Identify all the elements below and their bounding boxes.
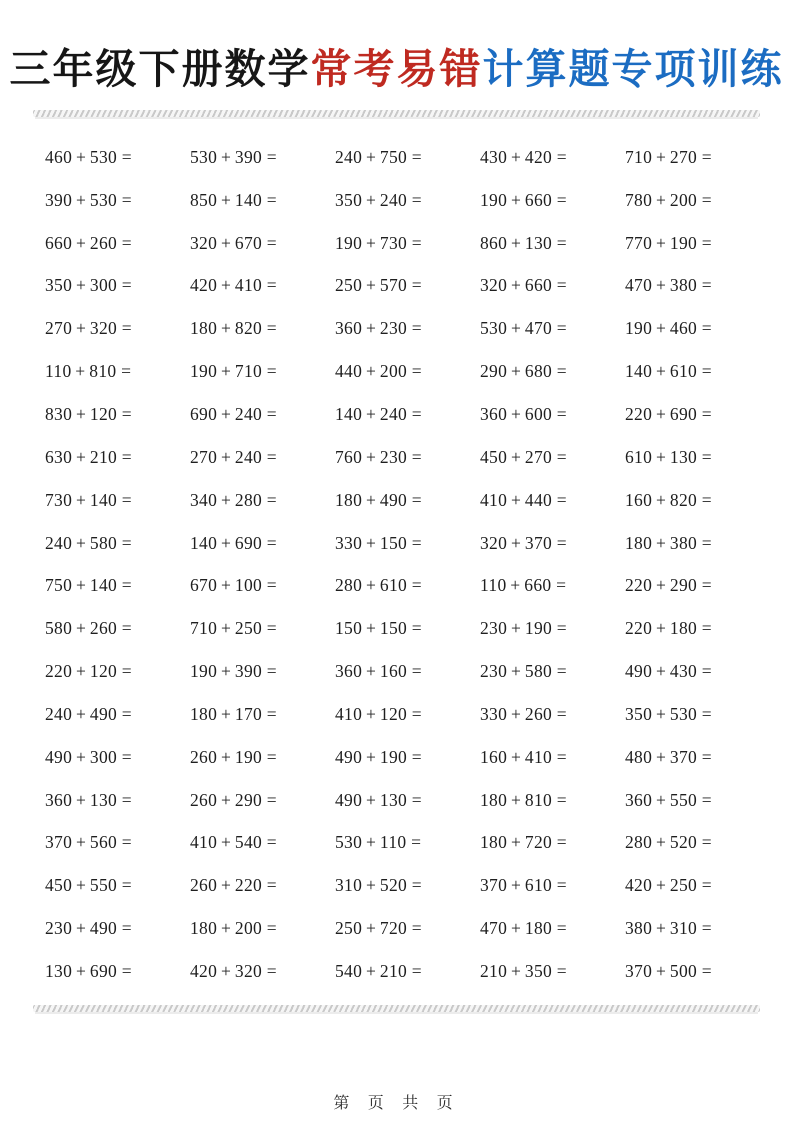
title-segment-black: 三年级下册数学	[9, 46, 311, 92]
problem-expression: 110 + 810 =	[45, 361, 132, 382]
problem-expression: 690 + 240 =	[190, 403, 277, 424]
problem-expression: 280 + 520 =	[625, 832, 712, 853]
problem-expression: 450 + 270 =	[480, 446, 567, 467]
problem-expression: 670 + 100 =	[190, 575, 277, 596]
problem-expression: 490 + 430 =	[625, 661, 712, 682]
problem-expression: 330 + 150 =	[335, 532, 422, 553]
problem-expression: 490 + 130 =	[335, 789, 422, 810]
problem-expression: 180 + 720 =	[480, 832, 567, 853]
problem-expression: 530 + 470 =	[480, 318, 567, 339]
problem-expression: 190 + 390 =	[190, 661, 277, 682]
problem-expression: 240 + 580 =	[45, 532, 132, 553]
problem-expression: 630 + 210 =	[45, 446, 132, 467]
problem-expression: 320 + 370 =	[480, 532, 567, 553]
problem-expression: 540 + 210 =	[335, 960, 422, 981]
problem-expression: 370 + 610 =	[480, 875, 567, 896]
problem-expression: 360 + 600 =	[480, 403, 567, 424]
problem-expression: 760 + 230 =	[335, 446, 422, 467]
problem-expression: 140 + 690 =	[190, 532, 277, 553]
problem-expression: 140 + 240 =	[335, 403, 422, 424]
problem-expression: 320 + 660 =	[480, 275, 567, 296]
problem-expression: 470 + 380 =	[625, 275, 712, 296]
problem-expression: 250 + 570 =	[335, 275, 422, 296]
problem-expression: 440 + 200 =	[335, 361, 422, 382]
problem-expression: 310 + 520 =	[335, 875, 422, 896]
problem-expression: 710 + 250 =	[190, 618, 277, 639]
problem-expression: 480 + 370 =	[625, 746, 712, 767]
problem-expression: 190 + 660 =	[480, 189, 567, 210]
problem-expression: 230 + 580 =	[480, 661, 567, 682]
problem-expression: 350 + 240 =	[335, 189, 422, 210]
page-footer: 第 页 共 页	[333, 1095, 460, 1112]
problem-expression: 180 + 170 =	[190, 703, 277, 724]
problem-expression: 830 + 120 =	[45, 403, 132, 424]
problem-expression: 180 + 820 =	[190, 318, 277, 339]
problem-expression: 450 + 550 =	[45, 875, 132, 896]
problem-expression: 660 + 260 =	[45, 232, 132, 253]
problem-expression: 230 + 490 =	[45, 918, 132, 939]
top-divider	[33, 110, 760, 117]
problem-expression: 230 + 190 =	[480, 618, 567, 639]
problem-expression: 150 + 150 =	[335, 618, 422, 639]
problem-expression: 780 + 200 =	[625, 189, 712, 210]
problem-expression: 410 + 540 =	[190, 832, 277, 853]
problem-expression: 730 + 140 =	[45, 489, 132, 510]
problem-expression: 470 + 180 =	[480, 918, 567, 939]
problem-expression: 110 + 660 =	[480, 575, 567, 596]
problem-expression: 370 + 560 =	[45, 832, 132, 853]
problem-expression: 360 + 550 =	[625, 789, 712, 810]
problem-expression: 280 + 610 =	[335, 575, 422, 596]
problem-expression: 160 + 820 =	[625, 489, 712, 510]
problem-expression: 360 + 160 =	[335, 661, 422, 682]
problem-expression: 360 + 230 =	[335, 318, 422, 339]
problem-expression: 180 + 200 =	[190, 918, 277, 939]
problem-expression: 380 + 310 =	[625, 918, 712, 939]
bottom-divider	[33, 1005, 760, 1012]
problem-expression: 530 + 390 =	[190, 146, 277, 167]
problem-expression: 190 + 710 =	[190, 361, 277, 382]
problem-expression: 160 + 410 =	[480, 746, 567, 767]
title-segment-blue: 计算题专项训练	[482, 46, 784, 92]
problem-expression: 580 + 260 =	[45, 618, 132, 639]
problem-expression: 710 + 270 =	[625, 146, 712, 167]
problem-expression: 260 + 290 =	[190, 789, 277, 810]
problem-expression: 340 + 280 =	[190, 489, 277, 510]
problem-expression: 190 + 460 =	[625, 318, 712, 339]
problem-expression: 390 + 530 =	[45, 189, 132, 210]
problem-expression: 490 + 190 =	[335, 746, 422, 767]
title-segment-red: 常考易错	[310, 46, 483, 92]
problem-expression: 490 + 300 =	[45, 746, 132, 767]
problem-expression: 460 + 530 =	[45, 146, 132, 167]
problem-expression: 220 + 290 =	[625, 575, 712, 596]
problem-expression: 140 + 610 =	[625, 361, 712, 382]
problem-expression: 420 + 320 =	[190, 960, 277, 981]
problem-expression: 360 + 130 =	[45, 789, 132, 810]
problem-expression: 250 + 720 =	[335, 918, 422, 939]
problem-expression: 370 + 500 =	[625, 960, 712, 981]
problems-grid	[45, 136, 770, 993]
problem-expression: 240 + 490 =	[45, 703, 132, 724]
page-title	[0, 36, 793, 95]
problem-expression: 260 + 220 =	[190, 875, 277, 896]
problem-expression: 420 + 410 =	[190, 275, 277, 296]
problem-expression: 770 + 190 =	[625, 232, 712, 253]
problem-expression: 220 + 180 =	[625, 618, 712, 639]
problem-expression: 420 + 250 =	[625, 875, 712, 896]
problem-expression: 220 + 120 =	[45, 661, 132, 682]
problem-expression: 270 + 320 =	[45, 318, 132, 339]
problem-expression: 270 + 240 =	[190, 446, 277, 467]
problem-expression: 410 + 440 =	[480, 489, 567, 510]
problem-expression: 750 + 140 =	[45, 575, 132, 596]
problem-expression: 350 + 300 =	[45, 275, 132, 296]
problem-expression: 240 + 750 =	[335, 146, 422, 167]
problem-expression: 410 + 120 =	[335, 703, 422, 724]
problem-expression: 320 + 670 =	[190, 232, 277, 253]
problem-expression: 260 + 190 =	[190, 746, 277, 767]
problem-expression: 610 + 130 =	[625, 446, 712, 467]
problem-expression: 530 + 110 =	[335, 832, 422, 853]
problem-expression: 180 + 490 =	[335, 489, 422, 510]
problem-expression: 430 + 420 =	[480, 146, 567, 167]
problem-expression: 210 + 350 =	[480, 960, 567, 981]
problem-expression: 130 + 690 =	[45, 960, 132, 981]
problem-expression: 350 + 530 =	[625, 703, 712, 724]
problem-expression: 330 + 260 =	[480, 703, 567, 724]
problem-expression: 860 + 130 =	[480, 232, 567, 253]
problem-expression: 180 + 810 =	[480, 789, 567, 810]
problem-expression: 190 + 730 =	[335, 232, 422, 253]
problem-expression: 850 + 140 =	[190, 189, 277, 210]
problem-expression: 290 + 680 =	[480, 361, 567, 382]
problem-expression: 180 + 380 =	[625, 532, 712, 553]
problem-expression: 220 + 690 =	[625, 403, 712, 424]
